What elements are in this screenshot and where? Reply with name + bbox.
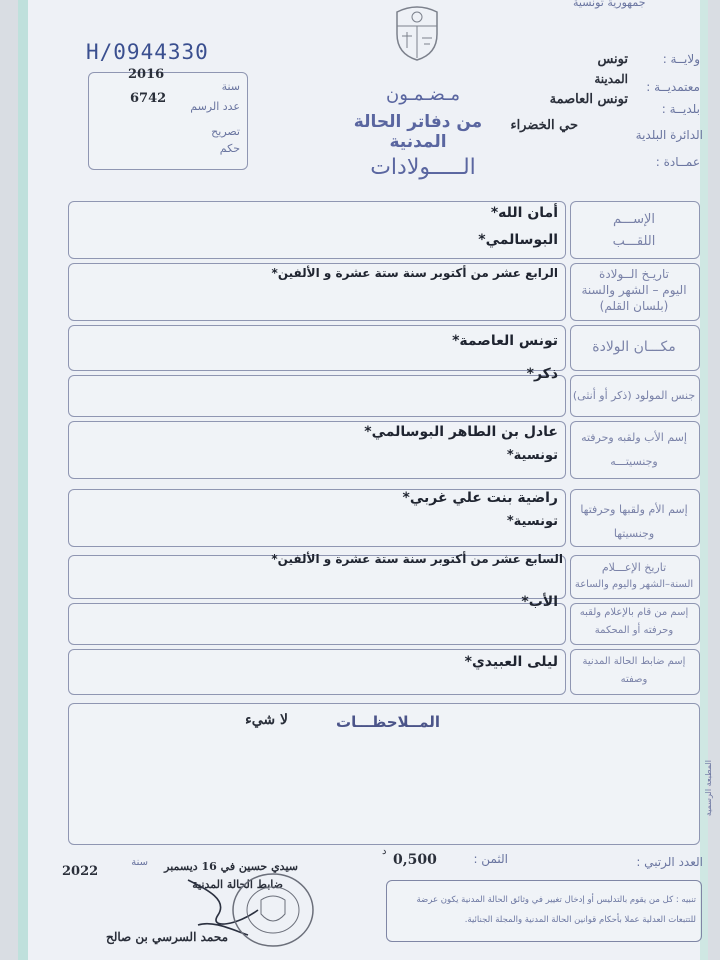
birth-date-label-note: (ﺑﻠﺴﺎﻥ ﺍﻟﻘﻠﻢ) [599,299,669,313]
name-label: ﺍﻹﺳـــﻢ [613,212,655,227]
district-label: ﺍﻟﺪﺍﺋﺮﺓ ﺍﻟﺒﻠﺪﻳﺔ [635,128,703,142]
declaration-date-value: ﺍﻟﺴﺎﺑﻊ ﻋﺸﺮ ﻣﻦ ﺃﻛﺘﻮﺑﺮ ﺳﻨﺔ ﺳﺘﺔ ﻋﺸﺮﺓ ﻭ ﺍﻷﻟﻔﻴﻦ* [271,552,563,566]
corner-header-text: ﺟﻤﻬﻮﺭﻳﺔ ﺗﻮﻧﺴﻴﺔ [573,0,646,9]
remarks-label: ﺍﻟﻤــﻼﺣﻈـــﺎﺕ [336,713,440,731]
registration-year: 2016 [128,67,165,82]
birth-date-label-detail: ﺍﻟﻴﻮﻡ – ﺍﻟﺸﻬﺮ ﻭﺍﻟﺴﻨﺔ [581,283,687,297]
official-round-stamp [228,870,318,950]
document-title: ﻣـﻀـﻤـﻮﻥ [386,84,460,105]
footer-year: 2022 [62,864,99,879]
birth-place-value: ﺗﻮﻧﺲ ﺍﻟﻌﺎﺻﻤﺔ* [452,333,558,349]
officer-title-stamp: ﺿﺎﺑﻂ ﺍﻟﺤﺎﻟﺔ ﺍﻟﻤﺪﻧﻴﺔ [192,878,283,891]
declarant-label: ﺇﺳﻢ ﻣﻦ ﻗﺎﻡ ﺑﺎﻹﻋﻼﻡ ﻭﻟﻘﺒﻪ [579,607,689,618]
price-value: 0,500 [393,852,437,868]
declaration-label: ﺗﺼﺮﻳﺢ [211,125,240,138]
declarant-value: ﺍﻷﺏ* [521,594,558,610]
serial-label: ﺍﻟﻌﺪﺩ ﺍﻟﺮﺗﺒﻲ : [636,855,703,869]
name-value: ﺃﻣﺎﻥ ﺍﻟﻠﻪ* [490,205,558,221]
registration-number-label: ﻋﺪﺩ ﺍﻟﺮﺳﻢ [190,100,240,113]
registration-number: 6742 [130,91,167,106]
gender-label: ﺟﻨﺲ ﺍﻟﻤﻮﻟﻮﺩ (ﺫﻛﺮ ﺃﻭ ﺃﻧﺜﻰ) [572,389,696,402]
footer-year-label: ﺳﻨﺔ [131,857,148,868]
baladia-value: ﺗﻮﻧﺲ ﺍﻟﻌﺎﺻﻤﺔ [549,92,628,107]
birth-place-label: ﻣﻜـــﺎﻥ ﺍﻟﻮﻻﺩﺓ [592,339,676,355]
notice-line-2: ﻟﻠﺘﺘﺒﻌﺎﺕ ﺍﻟﻌﺪﻟﻴﺔ ﻋﻤﻼ ﺑﺄﺣﻜﺎﻡ ﻗﻮﺍﻧﻴﻦ ﺍﻟﺤﺎﻟﺔ ﺍﻟﻤﺪﻧﻴﺔ ﻭﺍﻟﻤﺠﻠﺔ ﺍﻟﺠﻨﺎﺋﻴﺔ. [464,915,696,925]
district-value: ﺣﻲ ﺍﻟﺨﻀﺮﺍﺀ [510,118,578,133]
father-nationality: ﺗﻮﻧﺴﻴﺔ* [506,448,558,463]
notice-box [386,880,702,942]
surname-label: ﺍﻟﻠﻘـــﺐ [612,234,656,249]
baladia-label: ﺑﻠﺪﻳــﺔ : [661,102,700,116]
officer-value: ﻟﻴﻠﻰ ﺍﻟﻌﺒﻴﺪﻱ* [464,654,558,670]
father-label-nationality: ﻭﺟﻨﺴﻴﺘـــﻪ [610,455,658,468]
wilaya-label: ﻭﻻﻳــﺔ : [662,52,700,66]
surname-value: ﺍﻟﺒﻮﺳﺎﻟﻤﻲ* [478,232,558,248]
declaration-date-label-detail: ﺍﻟﺴﻨﺔ–ﺍﻟﺸﻬﺮ ﻭﺍﻟﻴﻮﻡ ﻭﺍﻟﺴﺎﻋﺔ [574,579,694,590]
mother-value: ﺭﺍﺿﻴﺔ ﺑﻨﺖ ﻋﻠﻲ ﻏﺮﺑﻲ* [402,490,558,506]
place-date: ﺳﻴﺪﻱ ﺣﺴﻴﻦ ﻓﻲ 16 ﺩﻳﺴﻤﺒﺮ [164,860,298,873]
mother-nationality: ﺗﻮﻧﺴﻴﺔ* [506,514,558,529]
document-subtitle: ﻣﻦ ﺩﻓﺎﺗﺮ ﺍﻟﺤﺎﻟﺔ ﺍﻟﻤﺪﻧﻴﺔ [353,112,483,152]
notice-line-1: ﺗﻨﺒﻴﻪ : ﻛﻞ ﻣﻦ ﻳﻘﻮﻡ ﺑﺎﻟﺘﺪﻟﻴﺲ ﺃﻭ ﺇﺩﺧﺎﻝ ﺗﻐﻴﻴﺮ ﻓﻲ ﻭﺛﺎﺋﻖ ﺍﻟﺤﺎﻟﺔ ﺍﻟﻤﺪﻧﻴﺔ ﻳﻜﻮﻥ ﻋﺮﺿﺔ [416,895,696,905]
document-page [18,0,713,960]
declarant-label-detail: ﻭﺣﺮﻓﺘﻪ ﺃﻭ ﺍﻟﻤﺤﻜﻤﺔ [594,625,674,636]
judgment-label: ﺣﻜﻢ [219,142,240,155]
registration-year-label: ﺳﻨﺔ [221,80,240,93]
mootamadia-label: ﻣﻌﺘﻤﺪﻳــﺔ : [646,80,700,94]
declaration-date-label: ﺗﺎﺭﻳﺦ ﺍﻹﻋـــﻼﻡ [601,561,667,574]
mother-label: ﺇﺳﻢ ﺍﻷﻡ ﻭﻟﻘﺒﻬﺎ ﻭﺣﺮﻓﺘﻬﺎ [580,503,688,516]
serial-number: H/0944330 [86,40,209,64]
coat-of-arms-emblem [392,4,442,62]
mootamadia-value: ﺍﻟﻤﺪﻳﻨﺔ [594,72,628,86]
price-unit: ﺩ [382,846,387,857]
father-label: ﺇﺳﻢ ﺍﻷﺏ ﻭﻟﻘﺒﻪ ﻭﺣﺮﻓﺘﻪ [581,431,687,444]
gender-value: ﺫﻛﺮ* [526,366,558,382]
mother-label-nationality: ﻭﺟﻨﺴﻴﺘﻬﺎ [613,527,655,540]
birth-date-label: ﺗﺎﺭﻳـﺦ ﺍﻟــﻮﻻﺩﺓ [599,267,669,281]
signer-name: ﻣﺤﻤﺪ ﺍﻟﺴﺮﺳﻲ ﺑﻦ ﺻﺎﻟﺢ [105,930,228,944]
price-label: ﺍﻟﺜﻤﻦ : [473,852,508,866]
wilaya-value: ﺗﻮﻧﺲ [597,52,628,67]
officer-label-title: ﻭﺻﻔﺘﻪ [620,674,648,685]
printer-side-text: ﺍﻟﻤﻄﺒﻌﺔ ﺍﻟﺮﺳﻤﻴﺔ [704,760,713,817]
section-title: ﺍﻟـــــﻮﻻﺩﺍﺕ [370,155,476,180]
remarks-value: ﻻ ﺷﻲﺀ [245,712,288,728]
officer-label: ﺇﺳﻢ ﺿﺎﺑﻂ ﺍﻟﺤﺎﻟﺔ ﺍﻟﻤﺪﻧﻴﺔ [582,656,686,667]
birth-date-value: ﺍﻟﺮﺍﺑﻊ ﻋﺸﺮ ﻣﻦ ﺃﻛﺘﻮﺑﺮ ﺳﻨﺔ ﺳﺘﺔ ﻋﺸﺮﺓ ﻭ ﺍﻷﻟﻔﻴﻦ* [271,266,558,280]
father-value: ﻋﺎﺩﻝ ﺑﻦ ﺍﻟﻄﺎﻫﺮ ﺍﻟﺒﻮﺳﺎﻟﻤﻲ* [364,424,558,440]
omada-label: ﻋﻤــﺎﺩﺓ : [655,155,700,169]
